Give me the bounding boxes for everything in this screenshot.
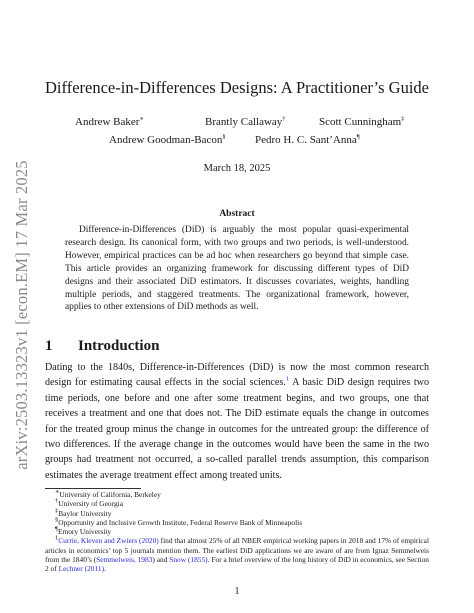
author-name: Andrew Baker (75, 116, 140, 128)
author-row-2 (45, 134, 429, 148)
author-mark: ∗ (139, 115, 144, 123)
footnote-text: . For a brief overview of the long history of DiD in economics, see Section 2 of (45, 555, 430, 574)
author-name: Pedro H. C. Sant’Anna (255, 134, 357, 146)
arxiv-identifier: arXiv:2503.13323v1 [econ.EM] 17 Mar 2025 (12, 160, 31, 470)
author (75, 116, 144, 128)
intro-paragraph (45, 360, 429, 483)
affiliation-text: Baylor University (58, 508, 112, 518)
footnote-mark: ‡ (55, 507, 59, 515)
footnote-mark: § (55, 516, 59, 524)
citation-link[interactable]: Currie, Kleven and Zwiers (2020) (58, 536, 159, 546)
affiliation-text: Opportunity and Inclusive Growth Institute, Federal Reserve Bank of Minneapolis (58, 517, 303, 527)
footnote-1 (45, 536, 429, 573)
footnote-text: ) and (152, 555, 170, 565)
abstract-text: Difference-in-Differences (DiD) is arguably the most popular quasi-experimental research design. Its canonical form, with two groups and two periods, is well-understood. However, empirical practices can be ad hoc when researchers go beyond that simple case. This article provides an organizing framework for discussing different types of DiD designs and their associated DiD estimators. It discusses covariates, weights, handling multiple periods, and staggered treatments. The organizational framework, however, applies to other extensions of DiD methods as well. (65, 225, 409, 313)
author (109, 134, 226, 146)
affiliation-footnote (45, 518, 429, 527)
affiliation-footnote (45, 490, 429, 499)
arxiv-identifier-margin (2, 150, 42, 480)
author-mark: † (282, 115, 286, 123)
intro-text-2: A basic DiD design requires two time periods, one before and one after some treatment begins, and two groups, one that receives a treatment and one that does not. The DiD estimate equals the change in outcomes for the treated group minus the change in outcomes for the untreated group: the difference of two differences. If the average change in the outcomes would have been the same in the two groups had treatment not occurred, a so-called parallel trends assumption, this comparison estimates the average treatment effect among treated units. (45, 377, 430, 481)
footnote-ref-1[interactable]: 1 (285, 376, 290, 384)
footnote-mark: † (55, 497, 59, 505)
author-mark: § (222, 133, 226, 141)
author-mark: ‡ (401, 115, 405, 123)
affiliation-text: University of Georgia (58, 499, 123, 509)
abstract-heading: Abstract (219, 209, 255, 219)
affiliation-text: Emory University (57, 527, 112, 537)
footnote-text: . (104, 564, 106, 574)
affiliation-text: University of California, Berkeley (59, 490, 161, 499)
intro-text-1: Dating to the 1840s, Difference-in-Differences (DiD) is now the most common research design for estimating causal effects in the social sciences. (45, 362, 429, 389)
affiliation-footnote (45, 499, 429, 508)
footnote-text: find that almost 25% of all NBER empirical working papers in 2018 and 17% of empirical articles in economics’ top 5 journals mention them. The earliest DiD applications we are aware of are from Ignaz Semmelweis from the 1840’s ( (45, 536, 429, 565)
author (255, 134, 360, 146)
footnote-mark: 1 (55, 535, 59, 543)
author-row-1 (45, 116, 429, 130)
affiliation-footnote (45, 509, 429, 518)
footnote-mark: ¶ (55, 525, 58, 533)
paper-page (45, 0, 429, 613)
author-name: Andrew Goodman-Bacon (109, 134, 223, 146)
page-number: 1 (234, 586, 240, 597)
author (205, 116, 286, 128)
citation-link[interactable]: Semmelweis, 1983 (96, 555, 153, 565)
author-name: Scott Cunningham (319, 116, 402, 128)
paper-title: Difference-in-Differences Designs: A Practitioner’s Guide (45, 78, 429, 97)
author-mark: ¶ (356, 133, 360, 141)
footnotes (45, 490, 429, 574)
section-heading (45, 338, 429, 355)
citation-link[interactable]: Snow (1855) (169, 555, 208, 565)
footnote-mark: ∗ (55, 488, 60, 496)
citation-link[interactable]: Lechner (2011) (58, 564, 105, 574)
publication-date: March 18, 2025 (203, 163, 271, 174)
section-title: Introduction (78, 338, 160, 354)
section-number: 1 (45, 338, 53, 354)
author (319, 116, 404, 128)
author-name: Brantly Callaway (205, 116, 283, 128)
